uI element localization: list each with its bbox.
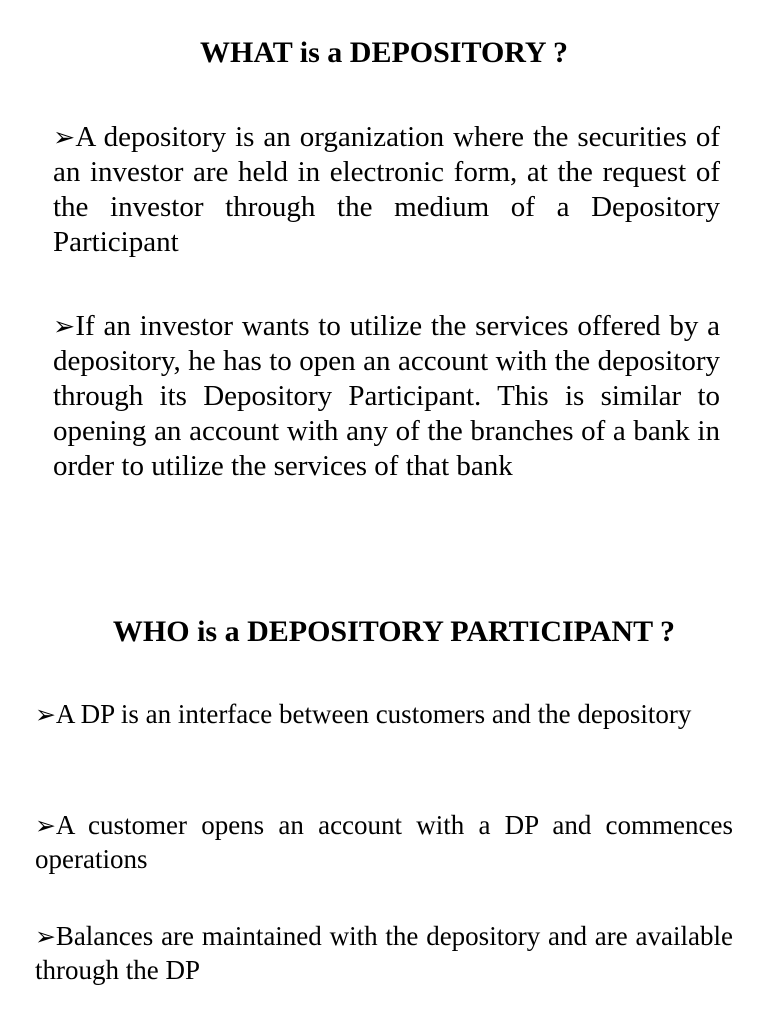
point-text: Balances are maintained with the depository and are available through the DP <box>35 921 733 985</box>
dp-interface-point <box>35 698 733 732</box>
arrow-bullet-icon: ➢ <box>53 122 76 152</box>
arrow-bullet-icon: ➢ <box>35 924 56 951</box>
point-text: A depository is an organization where the securities of an investor are held in electronic form, at the request of the investor through the medium of a Depository Participant <box>53 121 720 258</box>
dp-balances-point <box>35 920 733 986</box>
arrow-bullet-icon: ➢ <box>35 702 56 729</box>
heading-who-is-dp: WHO is a DEPOSITORY PARTICIPANT ? <box>112 615 676 648</box>
heading-what-is-depository: WHAT is a DEPOSITORY ? <box>200 36 568 69</box>
point-text: A DP is an interface between customers and the depository <box>55 699 692 729</box>
point-text: A customer opens an account with a DP and commences operations <box>35 810 733 874</box>
dp-customer-account-point <box>35 809 733 875</box>
arrow-bullet-icon: ➢ <box>53 311 76 341</box>
point-text: If an investor wants to utilize the services offered by a depository, he has to open an account with the depository through its Depository Participant. This is similar to opening an account with any of the branches of a bank in order to utilize the services of that bank <box>53 310 720 482</box>
depository-account-point <box>53 309 720 484</box>
arrow-bullet-icon: ➢ <box>35 813 56 840</box>
depository-definition-point <box>53 120 720 260</box>
